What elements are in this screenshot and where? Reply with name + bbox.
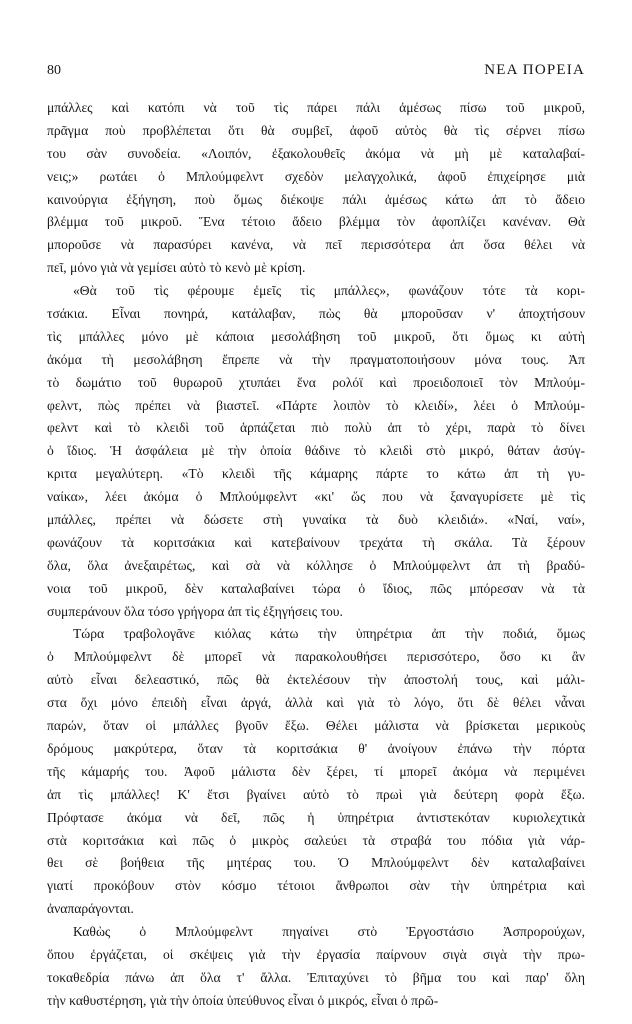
text-line: στα ὄχι μόνο ἐπειδὴ εἶναι ἀργά, ἀλλὰ καὶ γιὰ τὸ λόγο, ὅτι δὲ θέλει νἆναι [47,695,585,711]
paragraph [47,623,585,921]
text-line: κριτα μεγαλύτερη. «Τὸ κλειδὶ τῆς κάμαρης πάρτε το κάτω ἀπ τὴ γυ- [47,466,585,482]
paragraph [47,97,585,280]
text-line: καινούργια ἐξήγηση, ποὺ ὅμως διέκοψε πάλι ἀμέσως κάτω ἀπ τὸ ἄδειο [47,191,585,207]
text-line: ὁ ἴδιος. Ἡ ἀσφάλεια μὲ τὴν ὁποία θάδινε τὸ κλειδὶ στὸ μικρό, θάταν ἀσύγ- [47,443,585,459]
text-line: πρᾶγμα ποὺ προβλέπεται ὅτι θὰ συμβεῖ, ἀφοῦ αὐτὸς θὰ τὶς σέρνει πίσω [47,122,585,138]
text-line: φωνάζουν τὰ κοριτσάκια καὶ κατεβαίνουν τρεχάτα τὴ σκάλα. Τὰ ξέρουν [47,534,585,550]
running-title: ΝΕΑ ΠΟΡΕΙΑ [484,62,585,78]
text-line: στὰ κοριτσάκια καὶ πῶς ὁ μικρὸς σαλεύει τὰ στραβά του πόδια γιὰ νάρ- [47,832,585,848]
text-line: τσάκια. Εἶναι πονηρά, κατάλαβαν, πὼς θὰ μποροῦσαν ν' ἀποχτήσουν [47,306,585,322]
text-line: ἀκόμα τὴ μεσολάβηση ἔπρεπε νὰ τὴν πραγματοποιήσουν μόνα τους. Ἀπ [47,351,585,367]
text-line: γιατί προκόβουν στὸν κόσμο τέτοιοι ἄνθρωποι σὰν τὴν ὑπηρέτρια καὶ [47,878,585,894]
text-line: θει σὲ βοήθεια τῆς μητέρας του. Ὁ Μπλούμφελντ δὲν καταλαβαίνει [47,855,585,871]
page-header [47,62,585,84]
book-page [47,62,585,1013]
page-number: 80 [47,63,61,78]
text-line: «Θὰ τοῦ τὶς φέρουμε ἐμεῖς τὶς μπάλλες», φωνάζουν τότε τὰ κορι- [73,283,585,299]
text-line: Πρόφτασε ἀκόμα νὰ δεῖ, πῶς ἡ ὑπηρέτρια ἀντιστεκόταν κυριολεχτικὰ [47,809,585,825]
text-line: δρόμους μακρύτερα, ὅταν τὰ κοριτσάκια θ' ἀνοίγουν ἐπάνω τὴν πόρτα [47,740,585,756]
text-line: Τώρα τραβολογᾶνε κιόλας κάτω τὴν ὑπηρέτρια ἀπ τὴν ποδιά, ὅμως [73,626,585,642]
text-line: τὸ δωμάτιο τοῦ θυρωροῦ χτυπάει ἕνα ρολόϊ καὶ προειδοποιεῖ τὸν Μπλούμ- [47,374,585,390]
paragraph [47,921,585,1013]
text-line: ὁ Μπλούμφελντ δὲ μπορεῖ νὰ παρακολουθήσει περισσότερο, ὅσο κι ἂν [47,649,585,665]
text-line: νεις;» ρωτάει ὁ Μπλούμφελντ σχεδὸν μελαγχολικά, ἀφοῦ ἐπιχείρησε μιὰ [47,168,585,184]
text-line: τὶς μπάλλες μόνο μὲ κάποια μεσολάβηση τοῦ μικροῦ, ὅτι ὅμως κι αὐτὴ [47,328,585,344]
text-line: ναίκα», λέει ἀκόμα ὁ Μπλούμφελντ «κι' ὥς που νὰ ξαναγυρίσετε μὲ τὶς [47,489,585,505]
text-line: ὅπου ἐργάζεται, οἱ σκέψεις γιὰ τὴν ἐργασία παίρνουν σιγὰ σιγὰ τὴν πρω- [47,946,585,962]
text-line: νοια τοῦ μικροῦ, δὲν καταλαβαίνει τώρα ὁ ἴδιος, πῶς μπόρεσαν νὰ τὰ [47,580,585,596]
text-line: μπάλλες, πρέπει νὰ δώσετε στὴ γυναίκα τὰ δυὸ κλειδιά». «Ναί, ναί», [47,512,585,528]
text-line: βλέμμα τοῦ μικροῦ. Ἕνα τέτοιο ἄδειο βλέμμα τὸν ἀφοπλίζει κανέναν. Θὰ [47,214,585,230]
text-line: τοκαθεδρία πάνω ἀπ ὅλα τ' ἄλλα. Ἐπιταχύνει τὸ βῆμα του καὶ παρ' ὅλη [47,969,585,985]
text-body [47,97,585,1013]
text-line: φελντ, πὼς πρέπει νὰ βιαστεῖ. «Πάρτε λοιπὸν τὸ κλειδί», λέει ὁ Μπλούμ- [47,397,585,413]
text-line: ὅλα, ὅλα ἀνεξαιρέτως, καὶ σὰ νὰ κόλλησε ὁ Μπλούμφελντ ἀπ τὴ βραδύ- [47,557,585,573]
text-line: παρών, ὅταν οἱ μπάλλες βγοῦν ἔξω. Θέλει μάλιστα νὰ βρίσκεται μερικοὺς [47,718,585,734]
text-line: τὴν καθυστέρηση, γιὰ τὴν ὁποία ὑπεύθυνος εἶναι ὁ μικρός, εἶναι ὁ πρῶ- [47,992,439,1008]
text-line: του σὰν συνοδεία. «Λοιπόν, ἐξακολουθεῖς ἀκόμα νὰ μὴ μὲ καταλαβαί- [47,145,585,161]
text-line: πεῖ, μόνο γιὰ νὰ γεμίσει αὐτὸ τὸ κενὸ μὲ κρίση. [47,260,306,276]
text-line: τῆς κάμαρής του. Ἀφοῦ μάλιστα δὲν ξέρει, τί μπορεῖ ἀκόμα νὰ περιμένει [47,763,585,779]
text-line: συμπεράνουν ὅλα τόσο γρήγορα ἀπ τὶς ἐξηγήσεις του. [47,603,343,619]
text-line: φελντ καὶ τὸ κλειδὶ τοῦ ἁρπάζεται πιὸ πολὺ ἀπ τὸ χέρι, παρὰ τὸ δίνει [47,420,585,436]
text-line: μποροῦσε νὰ παρασύρει κανένα, νὰ πεῖ περισσότερα ἀπ ὅσα θέλει νὰ [47,237,585,253]
text-line: αὐτὸ εἶναι δελεαστικό, πῶς θὰ ἐκτελέσουν τὴν ἀποστολή τους, καὶ μάλι- [47,672,585,688]
text-line: Καθὼς ὁ Μπλούμφελντ πηγαίνει στὸ Ἐργοστάσιο Ἀσπρορούχων, [73,924,585,940]
text-line: ἀπ τὶς μπάλλες! Κ' ἔτσι βγαίνει αὐτὸ τὸ πρωὶ γιὰ δεύτερη φορὰ ἔξω. [47,786,585,802]
text-line: ἀναπαράγονται. [47,901,134,917]
text-line: μπάλλες καὶ κατόπι νὰ τοῦ τὶς πάρει πάλι ἀμέσως πίσω τοῦ μικροῦ, [47,100,585,115]
paragraph [47,280,585,623]
